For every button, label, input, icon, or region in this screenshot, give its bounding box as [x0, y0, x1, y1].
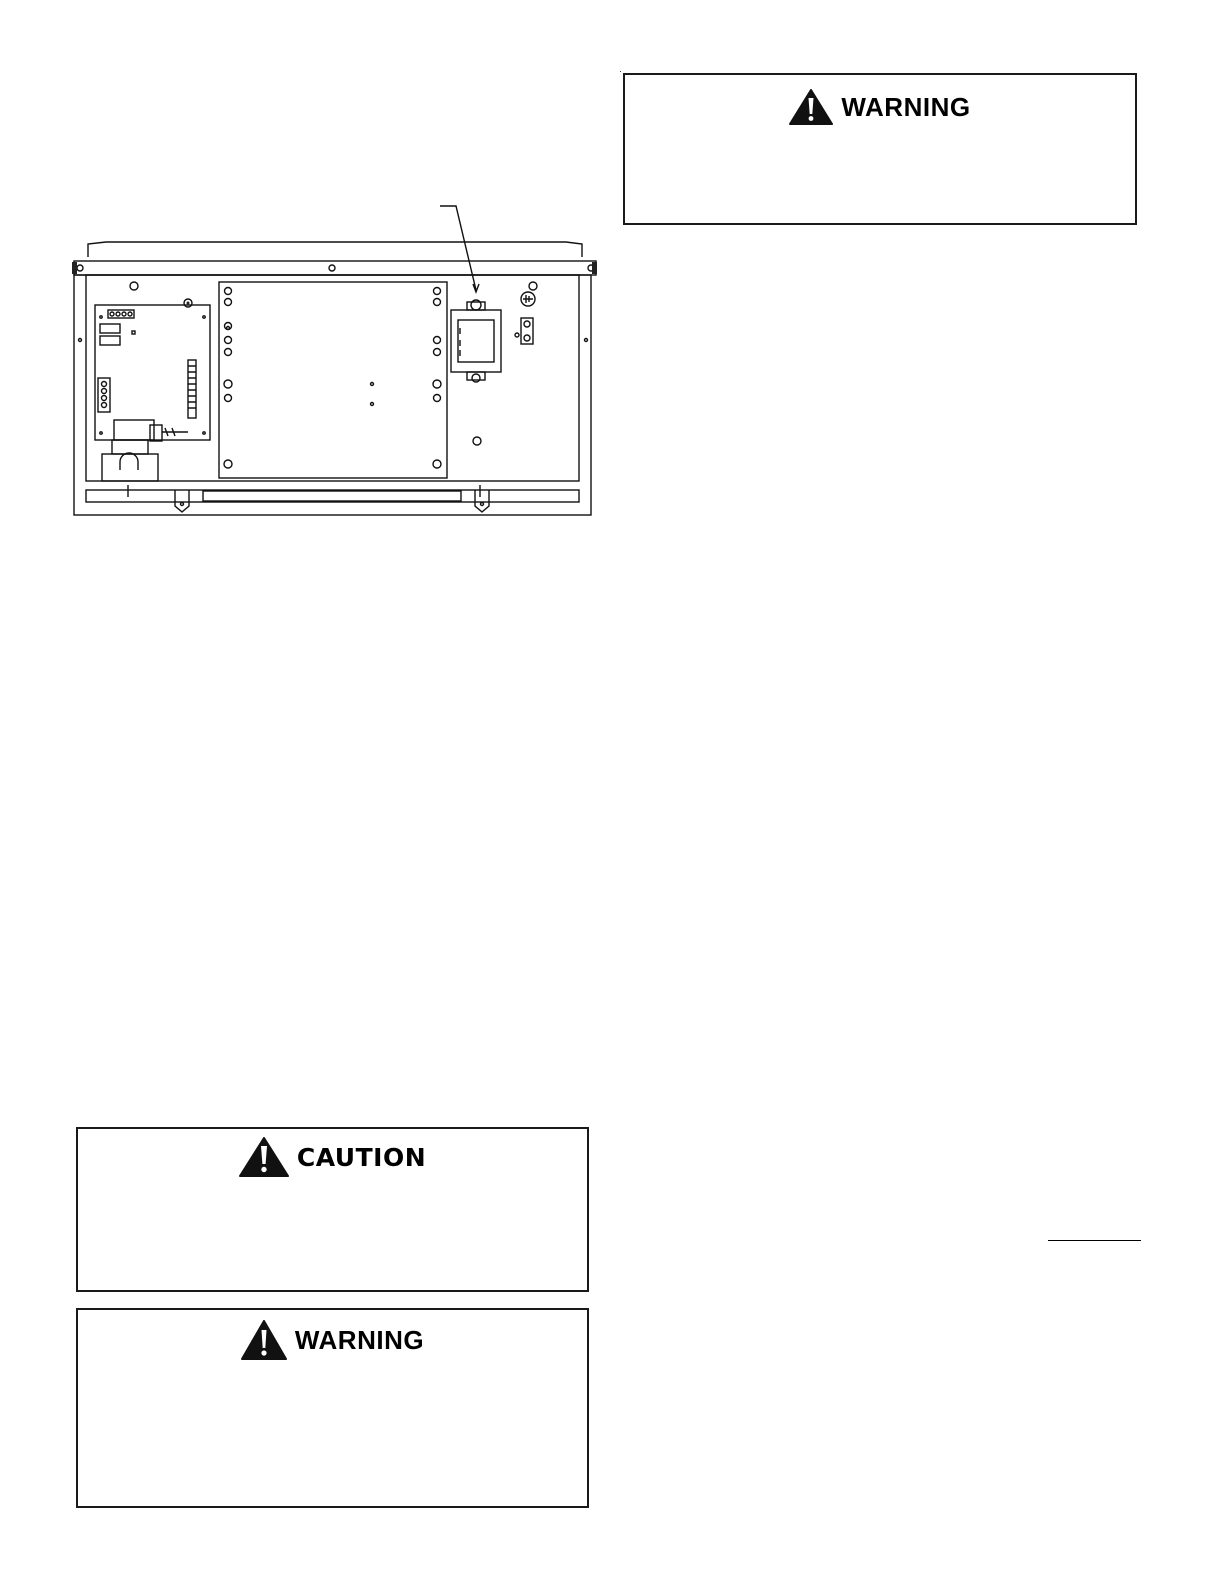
warning-header: [78, 1320, 587, 1360]
underline-rule: [1048, 1240, 1141, 1241]
caution-box: [76, 1127, 589, 1292]
control-panel-diagram: [70, 200, 600, 520]
caution-label: CAUTION: [296, 1142, 427, 1172]
dot: [620, 71, 621, 72]
caution-header: [78, 1137, 587, 1177]
warning-triangle-icon: [789, 89, 833, 125]
warning-label: WARNING: [294, 1324, 425, 1355]
warning-box-top: [623, 73, 1137, 225]
caution-triangle-icon: [239, 1137, 289, 1177]
warning-triangle-icon: [241, 1320, 287, 1360]
warning-label: WARNING: [841, 91, 971, 122]
warning-header: [625, 89, 1135, 125]
warning-box-bottom: [76, 1308, 589, 1508]
